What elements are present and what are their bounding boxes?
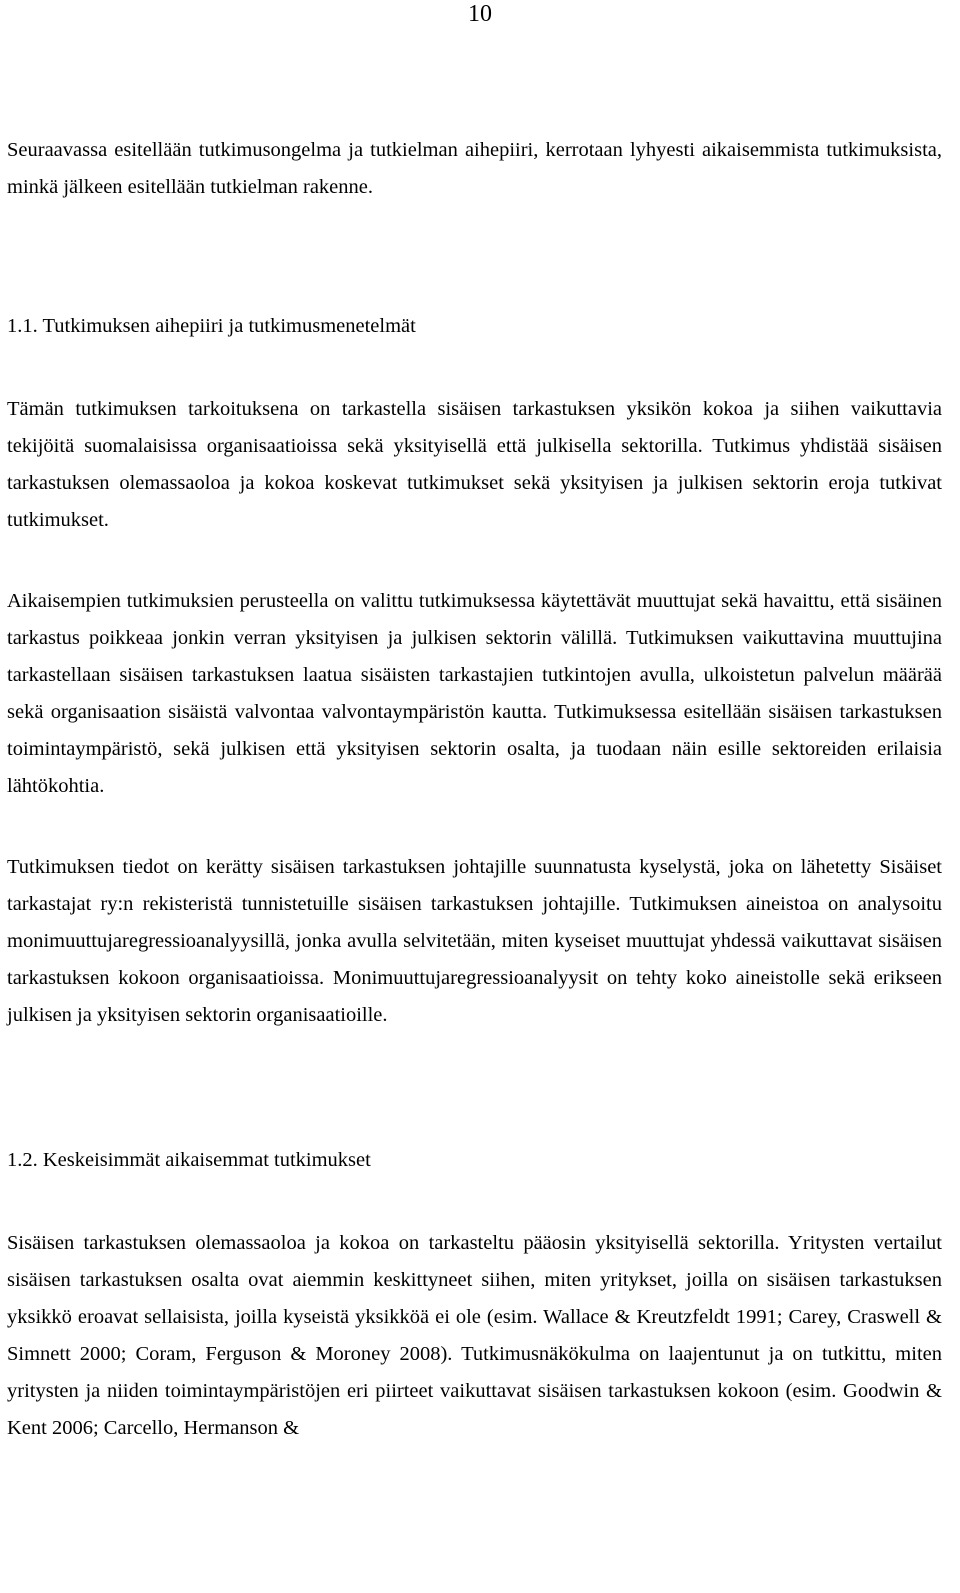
spacer	[7, 206, 942, 308]
spacer	[7, 539, 942, 583]
section-heading-1-1: 1.1. Tutkimuksen aihepiiri ja tutkimusmenetelmät	[7, 315, 416, 337]
spacer	[7, 1179, 942, 1225]
spacer	[7, 345, 942, 391]
spacer	[7, 805, 942, 849]
section-heading-1-2: 1.2. Keskeisimmät aikaisemmat tutkimukset	[7, 1149, 371, 1171]
spacer	[7, 1034, 942, 1142]
paragraph-1-1-a: Tämän tutkimuksen tarkoituksena on tarkastella sisäisen tarkastuksen yksikön kokoa ja siihen vaikuttavia tekijöitä suomalaisissa organisaatioissa sekä yksityisellä että julkisella sektorilla. Tutkimus yhdistää sisäisen tarkastuksen olemassaoloa ja kokoa koskevat tutkimukset sekä yksityisen ja julkisen sektorin eroja tutkivat tutkimukset.	[7, 398, 942, 531]
document-body	[7, 132, 942, 1447]
page-number: 10	[468, 1, 492, 27]
paragraph-1-2-a: Sisäisen tarkastuksen olemassaoloa ja kokoa on tarkasteltu pääosin yksityisellä sektorilla. Yritysten vertailut sisäisen tarkastuksen osalta ovat aiemmin keskittyneet siihen, miten yritykset, joilla on sisäisen tarkastuksen yksikkö eroavat sellaisista, joilla kyseistä yksikköä ei ole (esim. Wallace & Kreutzfeldt 1991; Carey, Craswell & Simnett 2000; Coram, Ferguson & Moroney 2008). Tutkimusnäkökulma on laajentunut ja on tutkittu, miten yritysten ja niiden toimintaympäristöjen eri piirteet vaikuttavat sisäisen tarkastuksen kokoon (esim. Goodwin & Kent 2006; Carcello, Hermanson &	[7, 1232, 942, 1439]
paragraph-1-1-b: Aikaisempien tutkimuksien perusteella on valittu tutkimuksessa käytettävät muuttujat sekä havaittu, että sisäinen tarkastus poikkeaa jonkin verran yksityisen ja julkisen sektorin välillä. Tutkimuksen vaikuttavina muuttujina tarkastellaan sisäisen tarkastuksen laatua sisäisten tarkastajien tutkintojen avulla, ulkoistetun palvelun määrää sekä organisaation sisäistä valvontaa valvontaympäristön kautta. Tutkimuksessa esitellään sisäisen tarkastuksen toimintaympäristö, sekä julkisen että yksityisen sektorin osalta, ja tuodaan näin esille sektoreiden erilaisia lähtökohtia.	[7, 590, 942, 797]
paragraph-1-1-c: Tutkimuksen tiedot on kerätty sisäisen tarkastuksen johtajille suunnatusta kyselystä, joka on lähetetty Sisäiset tarkastajat ry:n rekisteristä tunnistetuille sisäisen tarkastuksen johtajille. Tutkimuksen aineistoa on analysoitu monimuuttujaregressioanalyysillä, jonka avulla selvitetään, miten kyseiset muuttujat yhdessä vaikuttavat sisäisen tarkastuksen kokoon organisaatioissa. Monimuuttujaregressioanalyysit on tehty koko aineistolle sekä erikseen julkisen ja yksityisen sektorin organisaatioille.	[7, 856, 942, 1026]
intro-paragraph: Seuraavassa esitellään tutkimusongelma ja tutkielman aihepiiri, kerrotaan lyhyesti aikaisemmista tutkimuksista, minkä jälkeen esitellään tutkielman rakenne.	[7, 139, 942, 198]
